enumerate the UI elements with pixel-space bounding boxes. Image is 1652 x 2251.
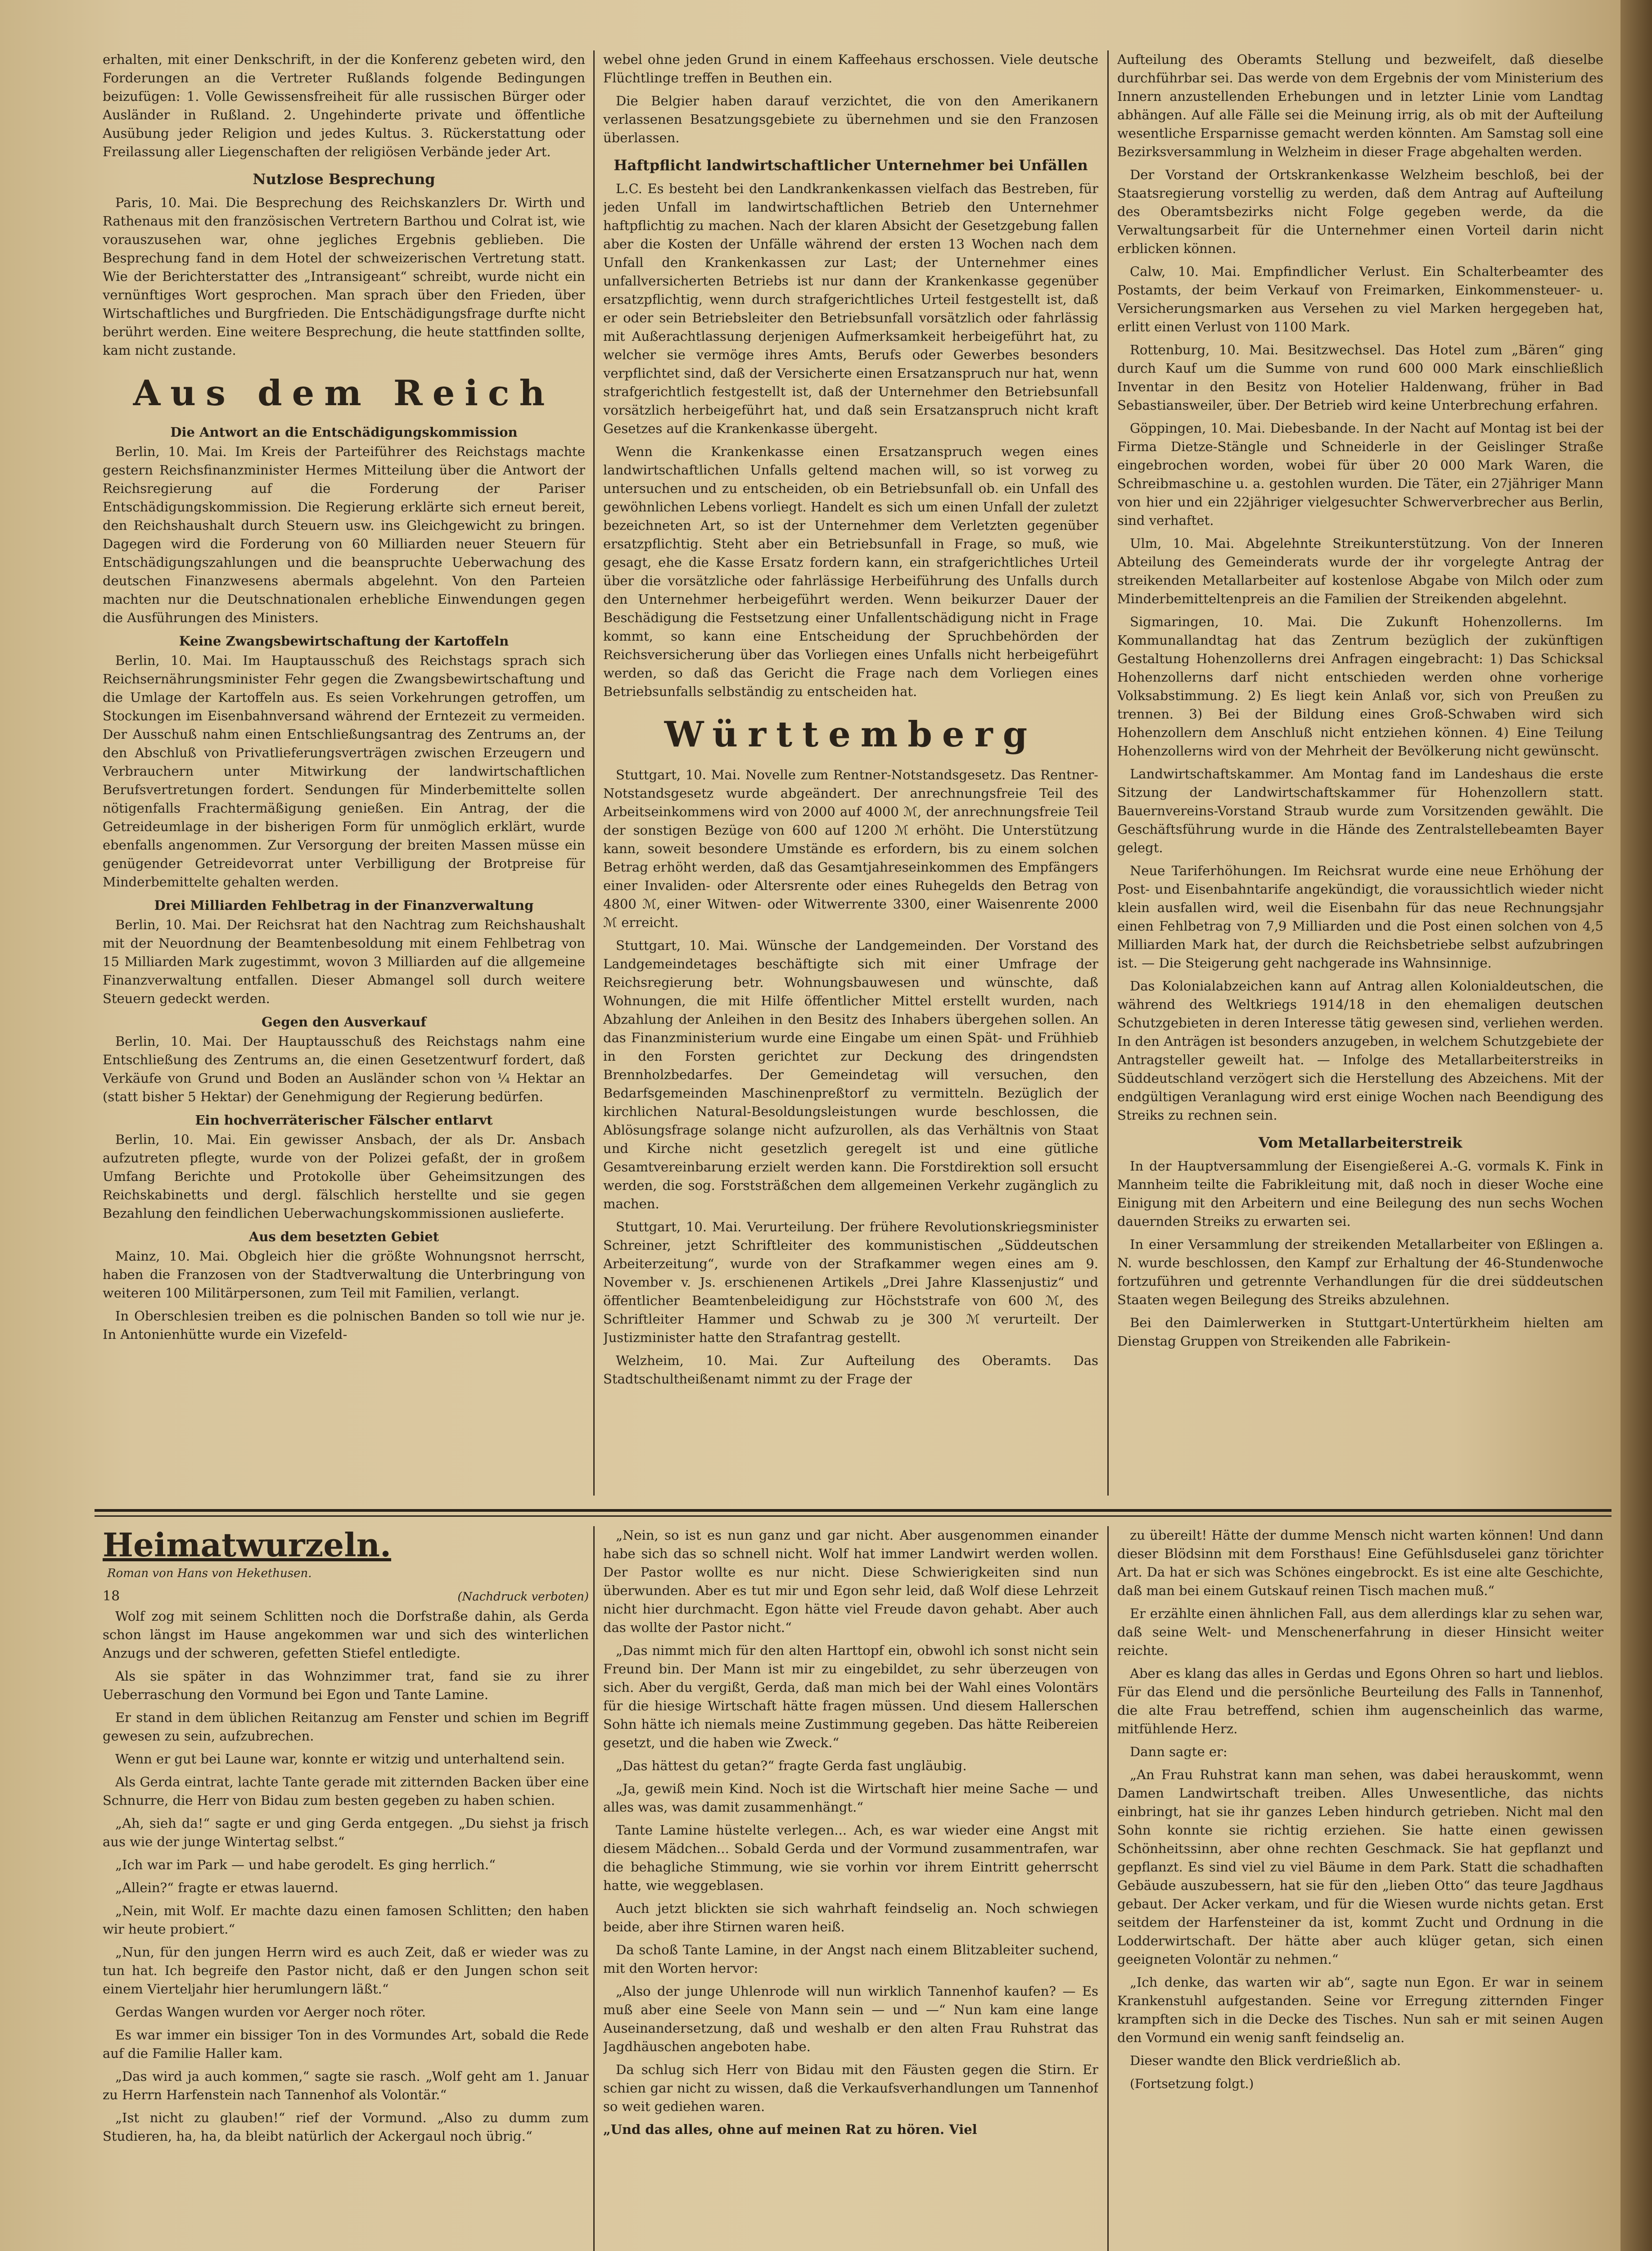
novel-paragraph: „An Frau Ruhstrat kann man sehen, was dabei herauskommt, wenn Damen Landwirtschaft treiben. Alles Unwesentliche, das nichts einbringt, hat sie ihr ganzes Leben hindurch getrieben. Nicht mal den Sohn konnte sie richtig erziehen. Sie hatte einen gewissen Schönheitssinn, aber ohne rechten Geschmack. Sie hat gepflanzt und gepflanzt. Es sind viel zu viel Bäume in dem Park. Statt die schadhaften Gebäude auszubessern, hat sie für den „lieben Otto“ das teure Jagdhaus gebaut. Der Acker verkam, und für die Wiesen wurde nichts getan. Erst seitdem der Harfensteiner da ist, kommt Zucht und Ordnung in die Lodderwirtschaft. Der hätte aber auch klüger getan, sich einen geeigneten Volontär zu nehmen.“ [1117, 1767, 1603, 1967]
novel-text-end: „Und das alles, ohne auf meinen Rat zu hören. Viel [603, 2122, 977, 2137]
article-text: Stuttgart, 10. Mai. Novelle zum Rentner-Notstandsgesetz. Das Rentner-Notstandsgesetz wurde abgeändert. Der anrechnungsfreie Teil des Arbeitseinkommens wird von 2000 auf 4000 ℳ, der anrechnungsfreie Teil der sonstigen Bezüge von 600 auf 1200 ℳ erhöht. Die Unterstützung kann, soweit besondere Umstände es erfordern, bis zu einem solchen Betrag erhöht werden, daß das Gesamtjahreseinkommen des Empfängers einer Invaliden- oder Altersrente oder eines Ruhegelds den Betrag von 4800 ℳ, einer Witwen- oder Witwerrente 3300, einer Waisenrente 2000 ℳ erreicht. [603, 767, 1098, 930]
novel-paragraph: Wenn er gut bei Laune war, konnte er witzig und unterhaltend sein. [115, 1751, 565, 1767]
novel-paragraph: Als Gerda eintrat, lachte Tante gerade mit zitternden Backen über eine Schnurre, die Herr von Bidau zum besten gegeben zu haben schien. [103, 1774, 589, 1808]
article-text: Die Belgier haben darauf verzichtet, die von den Amerikanern verlassenen Besatzungsgebiete zu übernehmen und sie den Franzosen überlassen. [603, 93, 1098, 145]
article-text: In einer Versammlung der streikenden Metallarbeiter von Eßlingen a. N. wurde beschlossen, den Kampf zur Erhaltung der 46-Stundenwoche fortzuführen und getrennte Verhandlungen für die drei süddeutschen Staaten wegen Beilegung des Streiks abzulehnen. [1117, 1237, 1603, 1307]
article-text: Landwirtschaftskammer. Am Montag fand im Landeshaus die erste Sitzung der Landwirtschaftskammer für Hohenzollern statt. Bauernvereins-Vorstand Straub wurde zum Vorsitzenden gewählt. Die Geschäftsführung wurde in die Hände des Zentralstellebeamten Bayer gelegt. [1117, 766, 1603, 855]
article-text: In der Hauptversammlung der Eisengießerei A.-G. vormals K. Fink in Mannheim teilte die Fabrikleitung mit, daß noch in dieser Woche eine Einigung mit den Arbeitern und eine Beilegung des nun sechs Wochen dauernden Streiks zu erwarten sei. [1117, 1158, 1603, 1229]
article-heading: Drei Milliarden Fehlbetrag in der Finanzverwaltung [154, 898, 534, 913]
novel-paragraph: „Nein, mit Wolf. Er machte dazu einen famosen Schlitten; den haben wir heute probiert.“ [103, 1903, 589, 1937]
article-heading: Die Antwort an die Entschädigungskommission [170, 425, 518, 440]
novel-paragraph: Gerdas Wangen wurden vor Aerger noch röter. [115, 2004, 426, 2020]
article-text: Aufteilung des Oberamts Stellung und bezweifelt, daß dieselbe durchführbar sei. Das werde von dem Ergebnis der vom Ministerium des Innern anzustellenden Erhebungen und in letzter Linie vom Landtag abhängen. Auf alle Fälle sei die Meinung irrig, als ob mit der Aufteilung wesentliche Ersparnisse gemacht werden könnten. Am Samstag soll eine Bezirksversammlung in Welzheim in dieser Frage abgehalten werden. [1117, 52, 1603, 159]
article-text: Berlin, 10. Mai. Im Hauptausschuß des Reichstags sprach sich Reichsernährungsminister Fehr gegen die Zwangsbewirtschaftung und die Umlage der Kartoffeln aus. Es seien Vorkehrungen getroffen, um Stockungen im Eisenbahnversand während der Erntezeit zu vermeiden. Der Ausschuß nahm einen Entschließungsantrag des Zentrums an, der den Abschluß von Privatlieferungsverträgen zwischen Erzeugern und Verbrauchern unter Mitwirkung der landwirtschaftlichen Berufsvertretungen fordert. Sendungen für Minderbemittelte sollen nötigenfalls Frachtermäßigung genießen. Ein Antrag, der die Getreideumlage in der bisherigen Form für unmöglich erklärt, wurde ebenfalls angenommen. Zur Versorgung der breiten Massen müsse ein genügender Getreidevorrat unter Verbilligung der Brotpreise für Minderbemittelte gehalten werden. [103, 653, 585, 890]
article-text: Wenn die Krankenkasse einen Ersatzanspruch wegen eines landwirtschaftlichen Unfalls geltend machen will, so ist vorweg zu untersuchen und zu entscheiden, ob ein Betriebsunfall ob. ein Unfall des gewöhnlichen Lebens vorliegt. Handelt es sich um einen Unfall der zuletzt bezeichneten Art, so ist der Unternehmer dem Verletzten gegenüber ersatzpflichtig. Steht aber ein Betriebsunfall in Frage, so muß, wie gesagt, ehe die Kasse Ersatz fordern kann, ein strafgerichtliches Urteil über die vorsätzliche oder fahrlässige Herbeiführung des Unfalls durch den Unternehmer herbeigeführt werden. Wenn beikurzer Dauer der Beschädigung die Festsetzung einer Unfallentschädigung nicht in Frage kommt, so kann eine Entscheidung der Spruchbehörden der Reichsversicherung über das Vorliegen eines Unfalls nicht herbeigeführt werden, so daß das Gericht die Frage nach dem Vorliegen eines Betriebsunfalls selbständig zu entscheiden hat. [603, 444, 1098, 699]
novel-text [103, 1607, 589, 2146]
article-text: Welzheim, 10. Mai. Zur Aufteilung des Oberamts. Das Stadtschultheißenamt nimmt zu der Frage der [603, 1353, 1098, 1387]
article-text: Berlin, 10. Mai. Der Reichsrat hat den Nachtrag zum Reichshaushalt mit der Neuordnung der Beamtenbesoldung mit einem Fehlbetrag von 15 Milliarden Mark zugestimmt, wovon 3 Milliarden auf die allgemeine Finanzverwaltung entfallen. Dieser Abmangel soll durch weitere Steuern gedeckt werden. [103, 917, 585, 1006]
article-text: Berlin, 10. Mai. Der Hauptausschuß des Reichstags nahm eine Entschließung des Zentrums an, die einen Gesetzentwurf fordert, daß Verkäufe von Grund und Boden an Ausländer schon von ¼ Hektar an (statt bisher 5 Hektar) der Genehmigung der Regierung bedürfen. [103, 1034, 585, 1104]
novel-paragraph: Da schoß Tante Lamine, in der Angst nach einem Blitzableiter suchend, mit den Worten hervor: [603, 1942, 1098, 1976]
article-text: Neue Tariferhöhungen. Im Reichsrat wurde eine neue Erhöhung der Post- und Eisenbahntarife angekündigt, die voraussichtlich wieder nicht klein ausfallen wird, weil die Eisenbahn für das neue Rechnungsjahr einen Fehlbetrag von 7,9 Milliarden und die Post einen solchen von 4,5 Milliarden Mark hat, der durch die Reichsbetriebe selbst aufzubringen ist. — Die Steigerung geht nachgerade ins Wahnsinnige. [1117, 863, 1603, 971]
novel-paragraph: „Das wird ja auch kommen,“ sagte sie rasch. „Wolf geht am 1. Januar zu Herrn Harfenstein nach Tannenhof als Volontär.“ [103, 2069, 589, 2102]
novel-paragraph: „Ah, sieh da!“ sagte er und ging Gerda entgegen. „Du siehst ja frisch aus wie der junge Wintertag selbst.“ [103, 1816, 589, 1849]
page-binding-shadow [1620, 0, 1652, 2251]
reprint-notice: (Nachdruck verboten) [457, 1590, 589, 1604]
article-text: Berlin, 10. Mai. Ein gewisser Ansbach, der als Dr. Ansbach aufzutreten pflegte, wurde von der Polizei gefaßt, der in großem Umfang Berichte und Protokolle über Geheimsitzungen des Reichskabinetts und dergl. fälschlich herstellte und sie gegen Bezahlung den feindlichen Ueberwachungskommissionen auslieferte. [103, 1132, 585, 1221]
column-2 [603, 50, 1098, 1505]
article-text: Rottenburg, 10. Mai. Besitzwechsel. Das Hotel zum „Bären“ ging durch Kauf um die Summe von rund 600 000 Mark einschließlich Inventar in den Besitz von Hotelier Haldenwang, früher in Bad Sebastiansweiler, über. Der Betrieb wird keine Unterbrechung erfahren. [1117, 342, 1603, 413]
novel-paragraph: „Ja, gewiß mein Kind. Noch ist die Wirtschaft hier meine Sache — und alles was, was damit zusammenhängt.“ [603, 1781, 1098, 1815]
column-rule [593, 1526, 595, 2251]
column-rule [593, 50, 595, 1496]
article-text: webel ohne jeden Grund in einem Kaffeehaus erschossen. Viele deutsche Flüchtlinge treffen in Beuthen ein. [603, 52, 1098, 86]
novel-paragraph: Auch jetzt blickten sie sich wahrhaft feindselig an. Noch schwiegen beide, aber ihre Stirnen waren heiß. [603, 1901, 1098, 1935]
novel-paragraph: Es war immer ein bissiger Ton in des Vormundes Art, sobald die Rede auf die Familie Haller kam. [103, 2027, 589, 2061]
novel-paragraph: Wolf zog mit seinem Schlitten noch die Dorfstraße dahin, als Gerda schon längst im Hause angekommen war und sich des winterlichen Anzugs und der schweren, gefetten Stiefel entledigte. [103, 1609, 589, 1661]
article-text: Das Kolonialabzeichen kann auf Antrag allen Kolonialdeutschen, die während des Weltkriegs 1914/18 in den ehemaligen deutschen Schutzgebieten in deren Interesse tätig gewesen sind, verliehen werden. In den Anträgen ist besonders anzugeben, in welchem Schutzgebiete der Antragsteller geweilt hat. — Infolge des Metallarbeiterstreiks in Süddeutschland verzögert sich die Herstellung des Abzeichens. Mit der endgültigen Veranlagung wird erst einige Wochen nach Beendigung des Streiks zu rechnen sein. [1117, 978, 1603, 1123]
section-heading-reich: Aus dem Reich [133, 373, 555, 414]
novel-text [1117, 1526, 1603, 2070]
section-heading-wuerttemberg: Württemberg [664, 714, 1038, 755]
novel-paragraph: Da schlug sich Herr von Bidau mit den Fäusten gegen die Stirn. Er schien gar nicht zu wissen, daß die Verkaufsverhandlungen um Tannenhof so weit gediehen waren. [603, 2062, 1098, 2114]
article-text: Der Vorstand der Ortskrankenkasse Welzheim beschloß, bei der Staatsregierung vorstellig zu werden, daß dem Antrag auf Aufteilung des Oberamtsbezirks nicht Folge gegeben werde, da die Verwaltungsarbeit für die Unternehmer einen Vorteil darin nicht erblicken können. [1117, 167, 1603, 256]
feuilleton-rule-thin [95, 1515, 1611, 1517]
novel-paragraph: „Nein, so ist es nun ganz und gar nicht. Aber ausgenommen einander habe sich das so schnell nicht. Wolf hat immer Landwirt werden wollen. Der Pastor wollte es nur nicht. Diese Schwierigkeiten sind nun überwunden. Aber es tut mir und Egon sehr leid, daß Wolf diese Lehrzeit nicht hier durchmacht. Egon hätte viel Freude davon gehabt. Aber auch das wollte der Pastor nicht.“ [603, 1528, 1098, 1635]
novel-paragraph: „Nun, für den jungen Herrn wird es auch Zeit, daß er wieder was zu tun hat. Ich begreife den Pastor nicht, daß er den Jungen schon seit einem Vierteljahr hier herumlungern läßt.“ [103, 1944, 589, 1997]
article-text: Calw, 10. Mai. Empfindlicher Verlust. Ein Schalterbeamter des Postamts, der beim Verkauf von Freimarken, Einkommensteuer- u. Versicherungsmarken aus Versehen zu viel Marken hergegeben hat, erlitt einen Verlust von 1100 Mark. [1117, 264, 1603, 334]
article-heading: Haftpflicht landwirtschaftlicher Unternehmer bei Unfällen [614, 157, 1088, 174]
novel-paragraph: Tante Lamine hüstelte verlegen... Ach, es war wieder eine Angst mit diesem Mädchen... Sobald Gerda und der Vormund zusammentrafen, war die behagliche Stimmung, wie sie vorhin vor ihrem Eintritt geherrscht hatte, wie weggeblasen. [603, 1822, 1098, 1893]
article-heading: Aus dem besetzten Gebiet [248, 1229, 439, 1244]
article-text: Göppingen, 10. Mai. Diebesbande. In der Nacht auf Montag ist bei der Firma Dietze-Stängle und Schneiderle in der Geislinger Straße eingebrochen worden, wobei für über 20 000 Mark Waren, die Schreibmaschine u. a. gestohlen wurden. Die Täter, ein 27jähriger Mann von hier und ein 22jähriger vielgesuchter Schwerverbrecher aus Berlin, sind verhaftet. [1117, 420, 1603, 528]
novel-paragraph: „Ich denke, das warten wir ab“, sagte nun Egon. Er war in seinem Krankenstuhl aufgestanden. Seine vor Erregung zitternden Finger krampften sich in die Decke des Tisches. Nun sah er mit seinen Augen den Vormund ein wenig sanft feindselig an. [1117, 1975, 1603, 2045]
article-text: Sigmaringen, 10. Mai. Die Zukunft Hohenzollerns. Im Kommunallandtag hat das Zentrum bezüglich der zukünftigen Gestaltung Hohenzollerns drei Anfragen eingebracht: 1) Das Schicksal Hohenzollerns darf nicht entschieden werden ohne vorherige Volksabstimmung. 2) Es liegt kein Anlaß vor, sich von Preußen zu trennen. 3) Bei der Bildung eines Groß-Schwaben wird sich Hohenzollern dem Anschluß nicht entziehen können. 4) Eine Teilung Hohenzollerns wird von der Mehrheit der Bevölkerung nicht gewünscht. [1117, 614, 1603, 759]
article-heading: Nutzlose Besprechung [253, 171, 435, 188]
column-3 [1117, 50, 1603, 1505]
novel-paragraph: Aber es klang das alles in Gerdas und Egons Ohren so hart und lieblos. Für das Elend und die persönliche Beurteilung des Falls in Tannenhof, die alte Frau betreffend, schien ihm augenscheinlich das warme, mitfühlende Herz. [1117, 1666, 1603, 1736]
novel-text [603, 1526, 1098, 2116]
article-text: Berlin, 10. Mai. Im Kreis der Parteiführer des Reichstags machte gestern Reichsfinanzminister Hermes Mitteilung über die Antwort der Reichsregierung auf die Forderung der Pariser Entschädigungskommission. Die Regierung erklärte sich erneut bereit, den Reichshaushalt durch Steuern usw. ins Gleichgewicht zu bringen. Dagegen wird die Forderung von 60 Milliarden neuer Steuern für Entschädigungszahlungen und die beanspruchte Ueberwachung des deutschen Finanzwesens abermals abgelehnt. Von den Parteien machten nur die Deutschnationalen erhebliche Einwendungen gegen die Ausführungen des Ministers. [103, 444, 585, 625]
article-text: erhalten, mit einer Denkschrift, in der die Konferenz gebeten wird, den Forderungen an die Vertreter Rußlands folgende Bedingungen beizufügen: 1. Volle Gewissensfreiheit für alle russischen Bürger oder Ausländer in Rußland. 2. Ungehinderte private und öffentliche Ausübung jeder Religion und jedes Kultus. 3. Rückerstattung oder Freilassung aller Liegenschaften der religiösen Verbände jeder Art. [103, 52, 585, 159]
novel-paragraph: „Allein?“ fragte er etwas lauernd. [115, 1880, 339, 1895]
article-heading: Keine Zwangsbewirtschaftung der Kartoffeln [179, 633, 509, 649]
column-1 [103, 50, 585, 1505]
novel-paragraph: Als sie später in das Wohnzimmer trat, fand sie zu ihrer Ueberraschung den Vormund bei Egon und Tante Lamine. [103, 1668, 589, 1702]
novel-column-2 [603, 1526, 1098, 2251]
installment-number: 18 [103, 1588, 120, 1604]
continuation-note: (Fortsetzung folgt.) [1130, 2076, 1254, 2091]
novel-paragraph: „Also der junge Uhlenrode will nun wirklich Tannenhof kaufen? — Es muß aber eine Seele von Mann sein — und —“ Nun kam eine lange Auseinandersetzung, daß und weshalb er den alten Frau Ruhstrat das Jagdhäuschen angeboten habe. [603, 1984, 1098, 2054]
article-heading: Ein hochverräterischer Fälscher entlarvt [195, 1112, 493, 1128]
article-text: Bei den Daimlerwerken in Stuttgart-Untertürkheim hielten am Dienstag Gruppen von Streikenden alle Fabrikein- [1117, 1315, 1603, 1349]
feuilleton-rule [95, 1509, 1611, 1512]
article-text: Stuttgart, 10. Mai. Wünsche der Landgemeinden. Der Vorstand des Landgemeindetages beschäftigte sich mit einer Umfrage der Reichsregierung betr. Wohnungsbauwesen und wünschte, daß Wohnungen, die mit Hilfe öffentlicher Mittel erstellt wurden, nach Abzahlung der Anleihen in den Besitz des Inhabers übergehen sollen. An das Finanzministerium wurde eine Eingabe um einen Spät- und Frühhieb in den Forsten gerichtet zur Deckung des dringendsten Brennholzbedarfes. Der Gemeindetag will versuchen, den Bedarfsgemeinden Maschinenpreßtorf zu vermitteln. Bezüglich der kirchlichen Natural-Besoldungsleistungen wurde beschlossen, die Ablösungsfrage solange nicht aufzurollen, als das Verhältnis von Staat und Kirche nicht gesetzlich geregelt ist und eine gütliche Gesamtvereinbarung erzielt werden kann. Die Forstdirektion soll ersucht werden, die sog. Forststräßchen dem allgemeinen Verkehr zugänglich zu machen. [603, 938, 1098, 1211]
novel-paragraph: „Ich war im Park — und habe gerodelt. Es ging herrlich.“ [115, 1857, 496, 1872]
column-rule [1107, 1526, 1109, 2251]
novel-title: Heimatwurzeln. [103, 1526, 392, 1564]
novel-paragraph: „Das hättest du getan?“ fragte Gerda fast ungläubig. [616, 1758, 967, 1773]
article-heading: Gegen den Ausverkauf [262, 1014, 426, 1030]
novel-paragraph: Er erzählte einen ähnlichen Fall, aus dem allerdings klar zu sehen war, daß seine Welt- und Menschenerfahrung in dieser Hinsicht weiter reichte. [1117, 1606, 1603, 1658]
novel-column-1 [103, 1526, 589, 2251]
novel-paragraph: „Das nimmt mich für den alten Harttopf ein, obwohl ich sonst nicht sein Freund bin. Der Mann ist mir zu eingebildet, zu sehr überzeugen von sich. Aber du vergißt, Gerda, daß man mich bei der Wahl eines Volontärs für die hiesige Wirtschaft hätte fragen müssen. Und diesem Hallerschen Sohn hätte ich niemals meine Zustimmung gegeben. Das hätte Reibereien gesetzt, und die haben wie Zweck.“ [603, 1643, 1098, 1750]
novel-column-3 [1117, 1526, 1603, 2251]
novel-paragraph: zu übereilt! Hätte der dumme Mensch nicht warten können! Und dann dieser Blödsinn mit dem Forsthaus! Eine Gefühlsduselei ganz törichter Art. Da hat er sich was Schönes eingebrockt. Es ist eine alte Geschichte, daß man bei einem Gutskauf reinen Tisch machen muß.“ [1117, 1528, 1603, 1598]
column-rule [1107, 50, 1109, 1496]
novel-paragraph: „Ist nicht zu glauben!“ rief der Vormund. „Also zu dumm zum Studieren, ha, ha, da bleibt natürlich der Ackergaul noch übrig.“ [103, 2110, 589, 2144]
article-text: Mainz, 10. Mai. Obgleich hier die größte Wohnungsnot herrscht, haben die Franzosen von der Stadtverwaltung die Unterbringung von weiteren 100 Militärpersonen, zum Teil mit Familien, verlangt. [103, 1248, 585, 1301]
article-text: Stuttgart, 10. Mai. Verurteilung. Der frühere Revolutionskriegsminister Schreiner, jetzt Schriftleiter des kommunistischen „Süddeutschen Arbeiterzeitung“, wurde von der Strafkammer wegen eines am 9. November v. Js. erschienenen Artikels „Drei Jahre Klassenjustiz“ und öffentlicher Beamtenbeleidigung zur Höchststrafe von 600 ℳ, des Schriftleiter Hammer und Schwab zu je 300 ℳ verurteilt. Der Justizminister hatte den Strafantrag gestellt. [603, 1219, 1098, 1345]
article-text: L.C. Es besteht bei den Landkrankenkassen vielfach das Bestreben, für jeden Unfall im landwirtschaftlichen Betrieb den Unternehmer haftpflichtig zu machen. Nach der klaren Absicht der Gesetzgebung fallen aber die Kosten der Unfälle während der ersten 13 Wochen nach dem Unfall den Krankenkassen zur Last; der Unternehmer eines unfallversicherten Betriebs ist nur dann der Krankenkasse gegenüber ersatzpflichtig, wenn durch strafgerichtliches Urteil festgestellt ist, daß er oder sein Betriebsleiter den Betriebsunfall vorsätzlich oder fahrlässig mit Außerachtlassung derjenigen Aufmerksamkeit herbeigeführt hat, zu welcher sie vermöge ihres Amts, Berufs oder Gewerbes besonders verpflichtet sind, daß der Versicherte einen Ersatzanspruch nur hat, wenn strafgerichtlich festgestellt ist, daß der Unternehmer den Betriebsunfall vorsätzlich herbeigeführt hat, und daß sein Ersatzanspruch nicht kraft Gesetzes auf die Krankenkasse übergeht. [603, 181, 1098, 436]
novel-paragraph: Er stand in dem üblichen Reitanzug am Fenster und schien im Begriff gewesen zu sein, aufzubrechen. [103, 1710, 589, 1744]
article-text: Paris, 10. Mai. Die Besprechung des Reichskanzlers Dr. Wirth und Rathenaus mit den französischen Vertretern Barthou und Colrat ist, wie vorauszusehen war, ohne jegliches Ergebnis geblieben. Die Besprechung fand in dem Hotel der schweizerischen Vertretung statt. Wie der Berichterstatter des „Intransigeant“ schreibt, wurde nicht ein vernünftiges Wort gesprochen. Man sprach über den Frieden, über Wirtschaftliches und Burgfrieden. Die Entschädigungsfrage durfte nicht berührt werden. Eine weitere Besprechung, die heute stattfinden sollte, kam nicht zustande. [103, 195, 585, 358]
article-text: Ulm, 10. Mai. Abgelehnte Streikunterstützung. Von der Inneren Abteilung des Gemeinderats wurde der ihr vorgelegte Antrag der streikenden Metallarbeiter auf kostenlose Abgabe von Milch oder zum Minderbemitteltenpreis an die Familien der Streikenden abgelehnt. [1117, 536, 1603, 606]
novel-paragraph: Dieser wandte den Blick verdrießlich ab. [1130, 2053, 1401, 2068]
article-text: In Oberschlesien treiben es die polnischen Banden so toll wie nur je. In Antonienhütte wurde ein Vizefeld- [103, 1308, 585, 1342]
article-heading: Vom Metallarbeiterstreik [1258, 1134, 1462, 1151]
novel-author: Roman von Hans von Hekethusen. [107, 1567, 312, 1580]
novel-paragraph: Dann sagte er: [1130, 1744, 1228, 1759]
